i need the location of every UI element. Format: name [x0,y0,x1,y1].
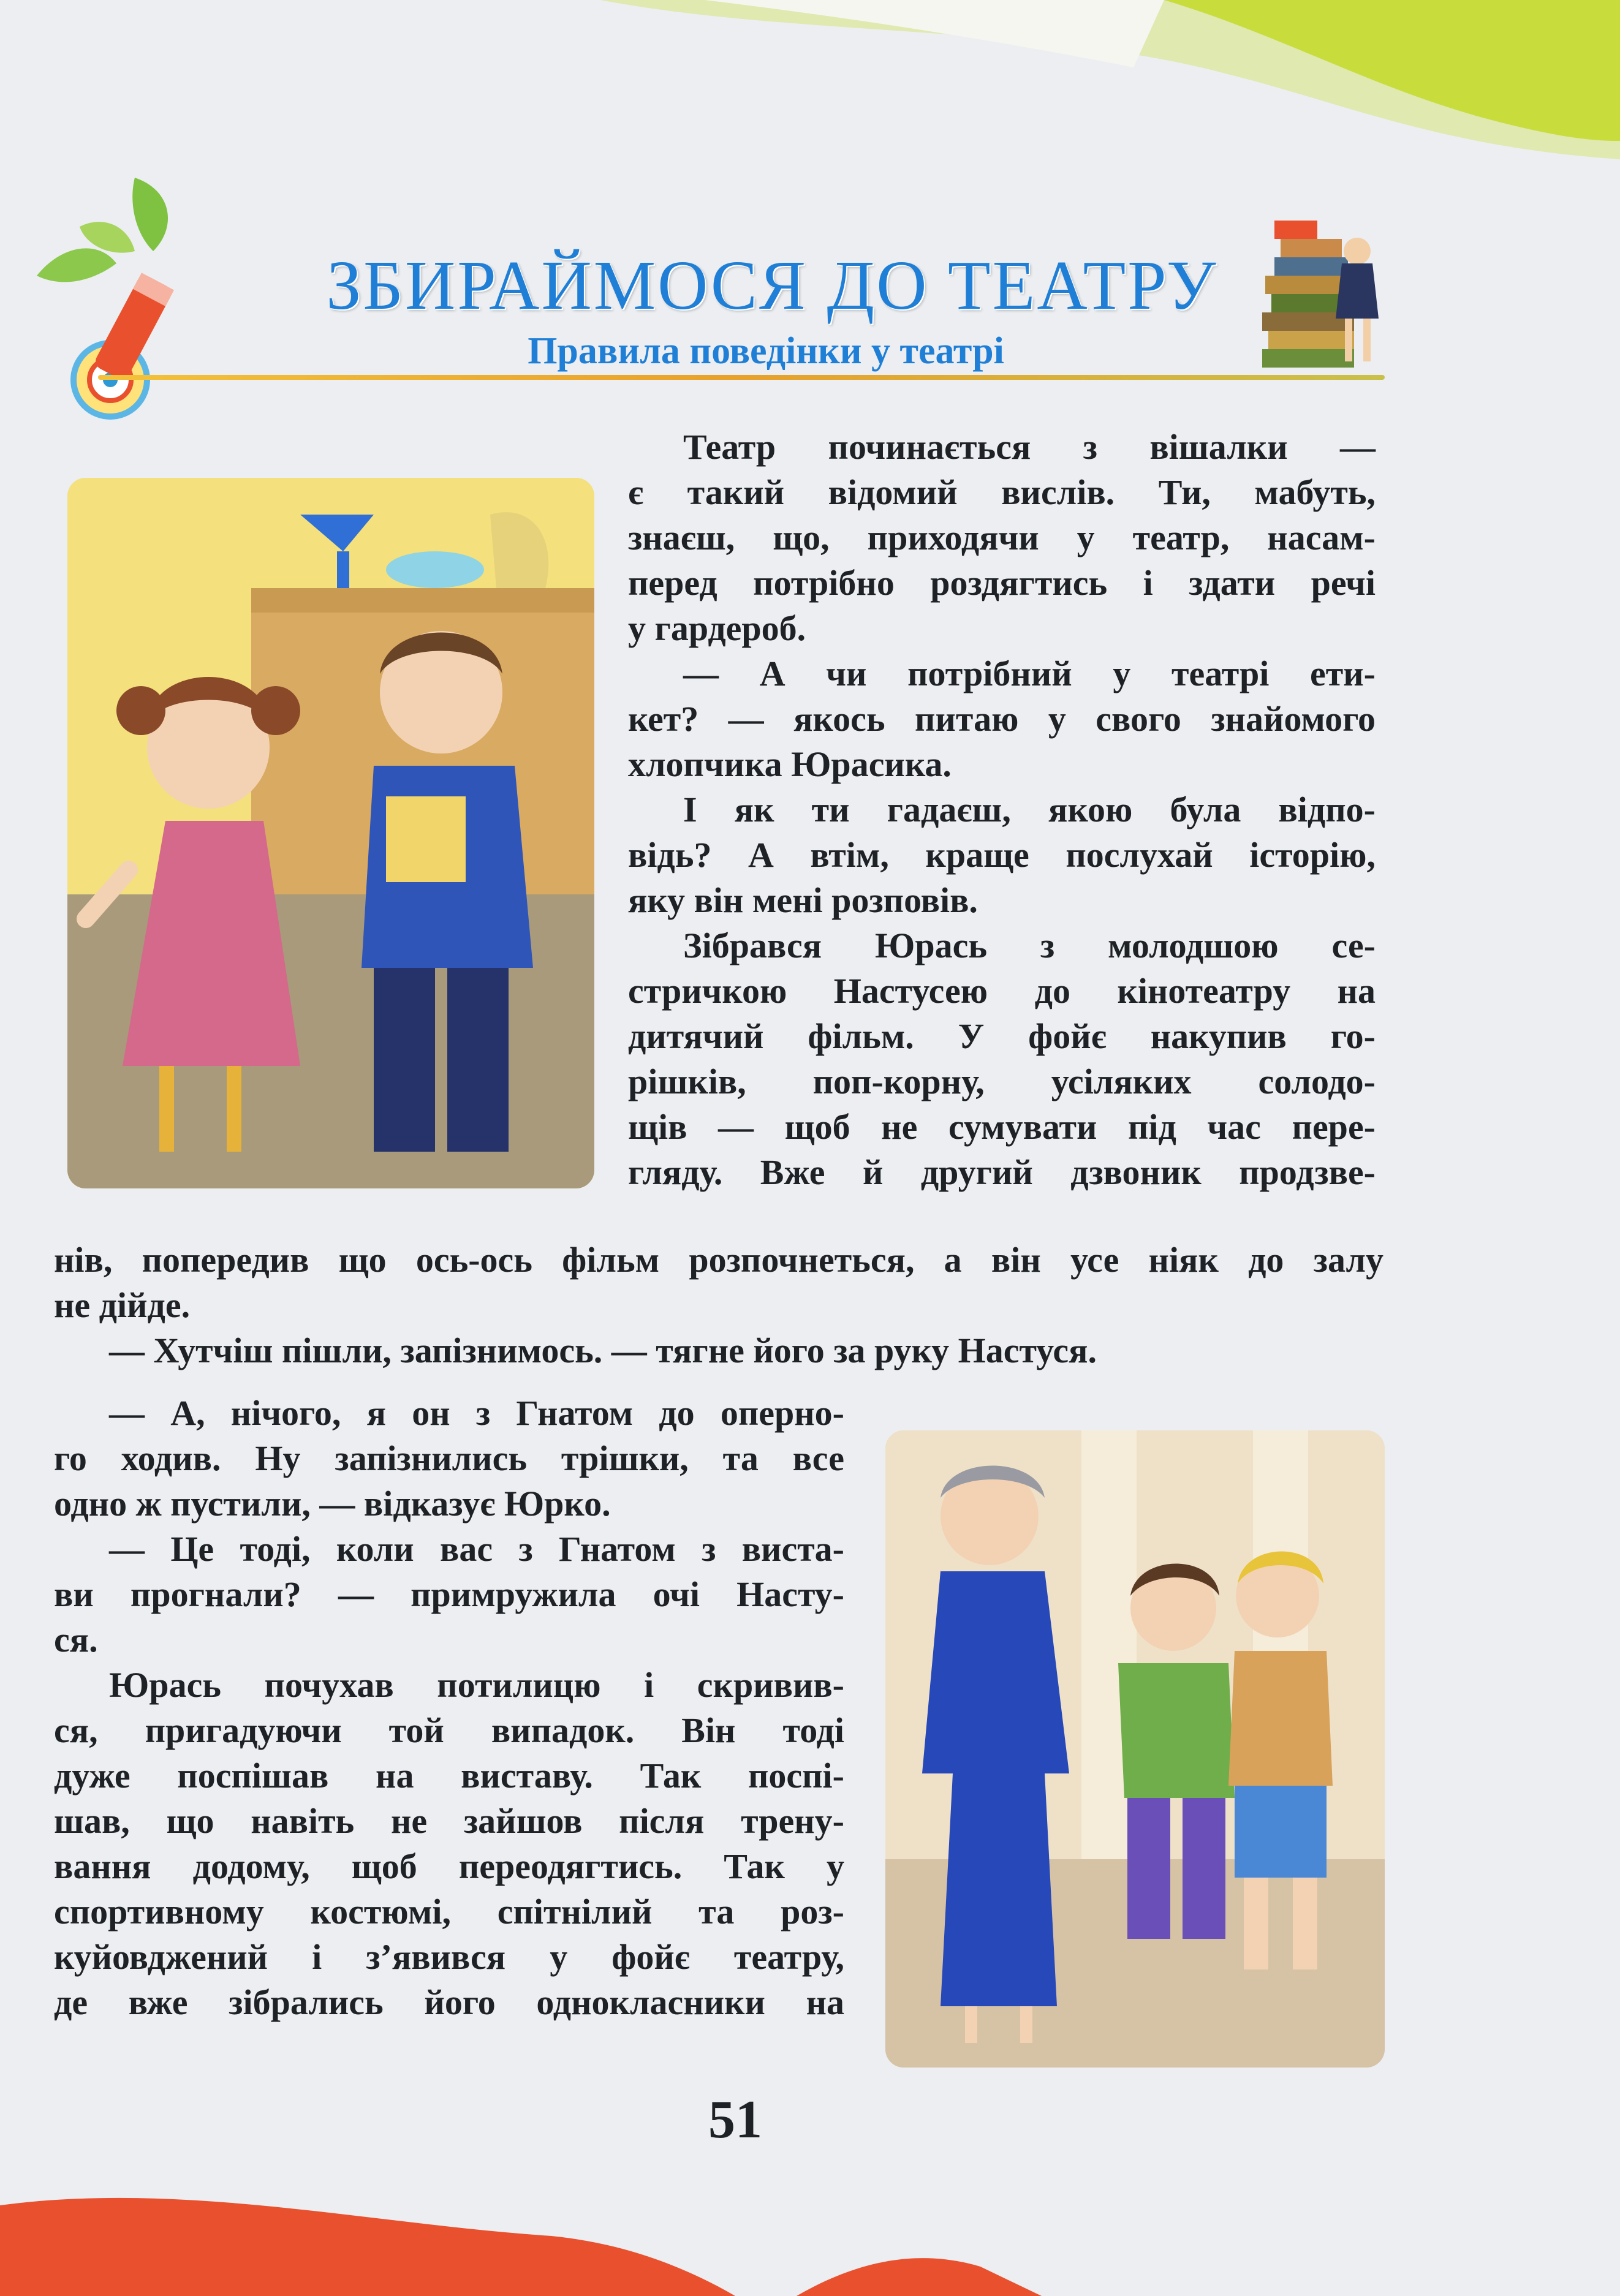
text-line: — А чи потрібний у театрі ети- [683,654,1376,693]
text-line: рішків, поп-корну, усіляких солодо- [628,1062,1376,1101]
text-line: Зібрався Юрась з молодшою се- [683,926,1376,965]
text-line: го ходив. Ну запізнились трішки, та все [54,1438,844,1478]
text-line: відь? А втім, краще послухай історію, [628,835,1376,875]
page-number: 51 [708,2090,762,2150]
text-line: — А, нічого, я он з Гнатом до оперно- [109,1393,844,1433]
header-rule [98,375,1385,380]
text-line: кет? — якось питаю у свого знайомого [628,699,1376,739]
chapter-header [0,159,1620,417]
text-line: ви прогнали? — примружила очі Насту- [54,1574,844,1614]
text-block-3 [54,1391,844,2025]
books-stack-girl-icon [1250,196,1397,380]
text-line: дуже поспішав на виставу. Так поспі- [54,1756,844,1796]
text-block-1 [628,425,1376,1195]
text-line: — Це тоді, коли вас з Гнатом з вистa- [109,1529,844,1569]
text-line: перед потрібно роздягтись і здати речі [628,563,1376,603]
chapter-subtitle: Правила поведінки у театрі [528,330,1004,372]
chapter-title: ЗБИРАЙМОСЯ ДО ТЕАТРУ [326,246,1218,324]
text-line: стричкою Настусею до кінотеатру на [628,971,1376,1011]
text-line: одно ж пустили, — відказує Юрко. [54,1484,611,1524]
text-line: у гардероб. [628,608,806,648]
text-line: куйовджений і з’явився у фойє театру, [54,1937,844,1977]
text-line: є такий відомий вислів. Ти, мабуть, [628,472,1376,512]
text-line: І як ти гадаєш, якою була відпо- [683,790,1376,829]
text-line: Театр починається з вішалки — [683,427,1376,467]
text-line: хлопчика Юрасика. [628,744,952,784]
text-line: яку він мені розповів. [628,880,978,920]
text-line: спортивному костюмі, спітнілий та роз- [54,1892,844,1932]
text-line: дитячий фільм. У фойє накупив го- [628,1016,1376,1056]
illustration-girl-and-boy [67,478,594,1188]
text-line: Юрась почухав потилицю і скривив- [109,1665,844,1705]
text-line: не дійде. [54,1285,191,1325]
illustration-teacher-and-boys [885,1430,1385,2068]
text-line: шав, що навіть не зайшов після трену- [54,1801,844,1841]
text-line: — Хутчіш пішли, запізнимось. — тягне його за руку Настуся. [109,1331,1097,1370]
text-line: щів — щоб не сумувати під час пере- [628,1107,1376,1147]
pencil-target-icon [12,172,245,429]
bottom-wave-decoration [0,2169,1620,2296]
text-line: нів, попередив що ось-ось фільм розпочнеться, а він усе ніяк до залу [54,1240,1383,1280]
text-line: гляду. Вже й другий дзвоник продзве- [628,1152,1376,1192]
text-line: ся, пригадуючи той випадок. Він тоді [54,1710,844,1750]
text-block-2 [54,1237,1383,1373]
text-line: ся. [54,1620,98,1660]
text-line: вання додому, щоб переодягтись. Так у [54,1846,844,1886]
text-line: знаєш, що, приходячи у театр, насам- [628,518,1376,557]
text-line: де вже зібрались його однокласники на [54,1982,844,2022]
